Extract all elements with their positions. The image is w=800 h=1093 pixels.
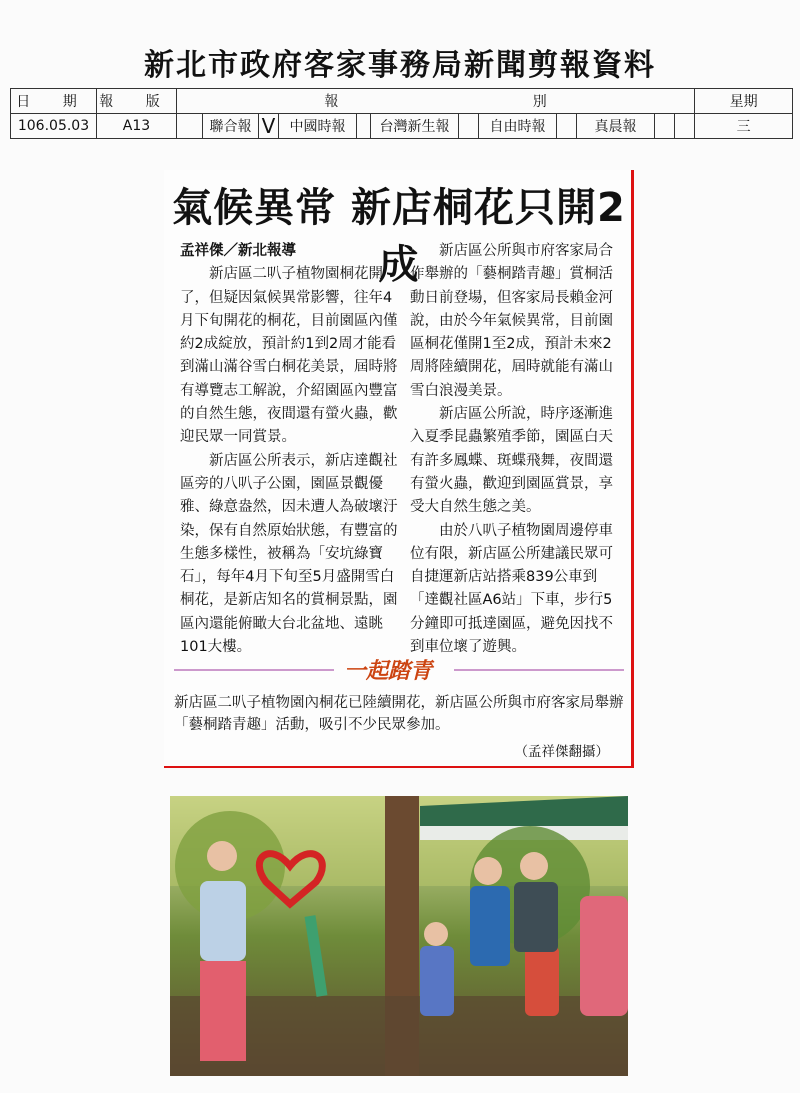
divider-line-left — [174, 669, 334, 671]
article-paragraph: 新店區二叭子植物園桐花開了，但疑因氣候異常影響，往年4月下旬開花的桐花，目前園區內僅約2成綻放，預計約1到2周才能看到滿山滿谷雪白桐花美景，屆時將有導覽志工解說，介紹園區內豐富的自然生態，夜間還有螢火蟲，歡迎民眾一同賞景。 — [180, 266, 398, 446]
paper-empty-2 — [357, 114, 371, 139]
article-paragraph: 新店區公所說，時序逐漸進入夏季昆蟲繁殖季節，園區白天有許多鳳蝶、斑蝶飛舞，夜間還有螢火蟲，歡迎到園區賞景，享受大自然生態之美。 — [410, 406, 613, 516]
edition-value: A13 — [97, 114, 177, 139]
divider-line-right — [454, 669, 624, 671]
paper-empty-5 — [655, 114, 675, 139]
newspaper-clipping — [164, 170, 634, 768]
paper-empty-6 — [675, 114, 695, 139]
paper-check-mark: V — [259, 114, 279, 139]
paper-name-2: 中國時報 — [279, 114, 357, 139]
newspaper-header — [177, 89, 695, 114]
paper-empty-3 — [459, 114, 479, 139]
paper-name-4: 自由時報 — [479, 114, 557, 139]
article-paragraph: 新店區公所表示，新店達觀社區旁的八叭子公園，園區景觀優雅、綠意盎然，因未遭人為破壞汙染，保有自然原始狀態，有豐富的生態多樣性，被稱為「安坑綠寶石」，每年4月下旬至5月盛開雪白桐花，是新店知名的賞桐景點，園區內還能俯瞰大台北盆地、遠眺101大樓。 — [180, 452, 398, 656]
photo-caption: 新店區二叭子植物園內桐花已陸續開花，新店區公所與市府客家局舉辦「藝桐踏青趣」活動，吸引不少民眾參加。 — [174, 695, 624, 733]
article-paragraph: 新店區公所與市府客家局合作舉辦的「藝桐踏青趣」賞桐活動日前登場，但客家局長賴金河說，由於今年氣候異常，目前園區桐花僅開1至2成，預計未來2周將陸續開花，屆時就能有滿山雪白浪漫美景。 — [410, 243, 613, 399]
event-photo — [170, 796, 628, 1076]
weekday-value: 三 — [695, 114, 793, 139]
paper-name-1: 聯合報 — [203, 114, 259, 139]
photo-credit: （孟祥傑翻攝） — [514, 744, 609, 760]
paper-empty-1 — [177, 114, 203, 139]
article-column-2 — [410, 240, 622, 659]
date-header: 日 期 — [11, 89, 97, 114]
article-headline: 氣候異常 新店桐花只開2成 — [172, 185, 626, 288]
paper-empty-4 — [557, 114, 577, 139]
article-byline: 孟祥傑／新北報導 — [180, 243, 296, 259]
paper-name-5: 真晨報 — [577, 114, 655, 139]
newspaper-header-left: 報 — [324, 94, 339, 110]
paper-name-3: 台灣新生報 — [371, 114, 459, 139]
clipping-info-table — [10, 88, 793, 139]
article-paragraph: 由於八叭子植物園周邊停車位有限，新店區公所建議民眾可自捷運新店站搭乘839公車到「達觀社區A6站」下車，步行5分鐘即可抵達園區，避免因找不到車位壞了遊興。 — [410, 522, 613, 656]
page-title: 新北市政府客家事務局新聞剪報資料 — [144, 48, 656, 83]
event-photo-illustration — [170, 796, 628, 1076]
edition-header: 報 版 — [97, 89, 177, 114]
date-value: 106.05.03 — [11, 114, 97, 139]
article-column-1 — [180, 240, 398, 659]
weekday-header: 星期 — [695, 89, 793, 114]
section-divider — [174, 654, 624, 684]
section-label: 一起踏青 — [344, 659, 433, 684]
newspaper-header-right: 別 — [532, 94, 547, 110]
